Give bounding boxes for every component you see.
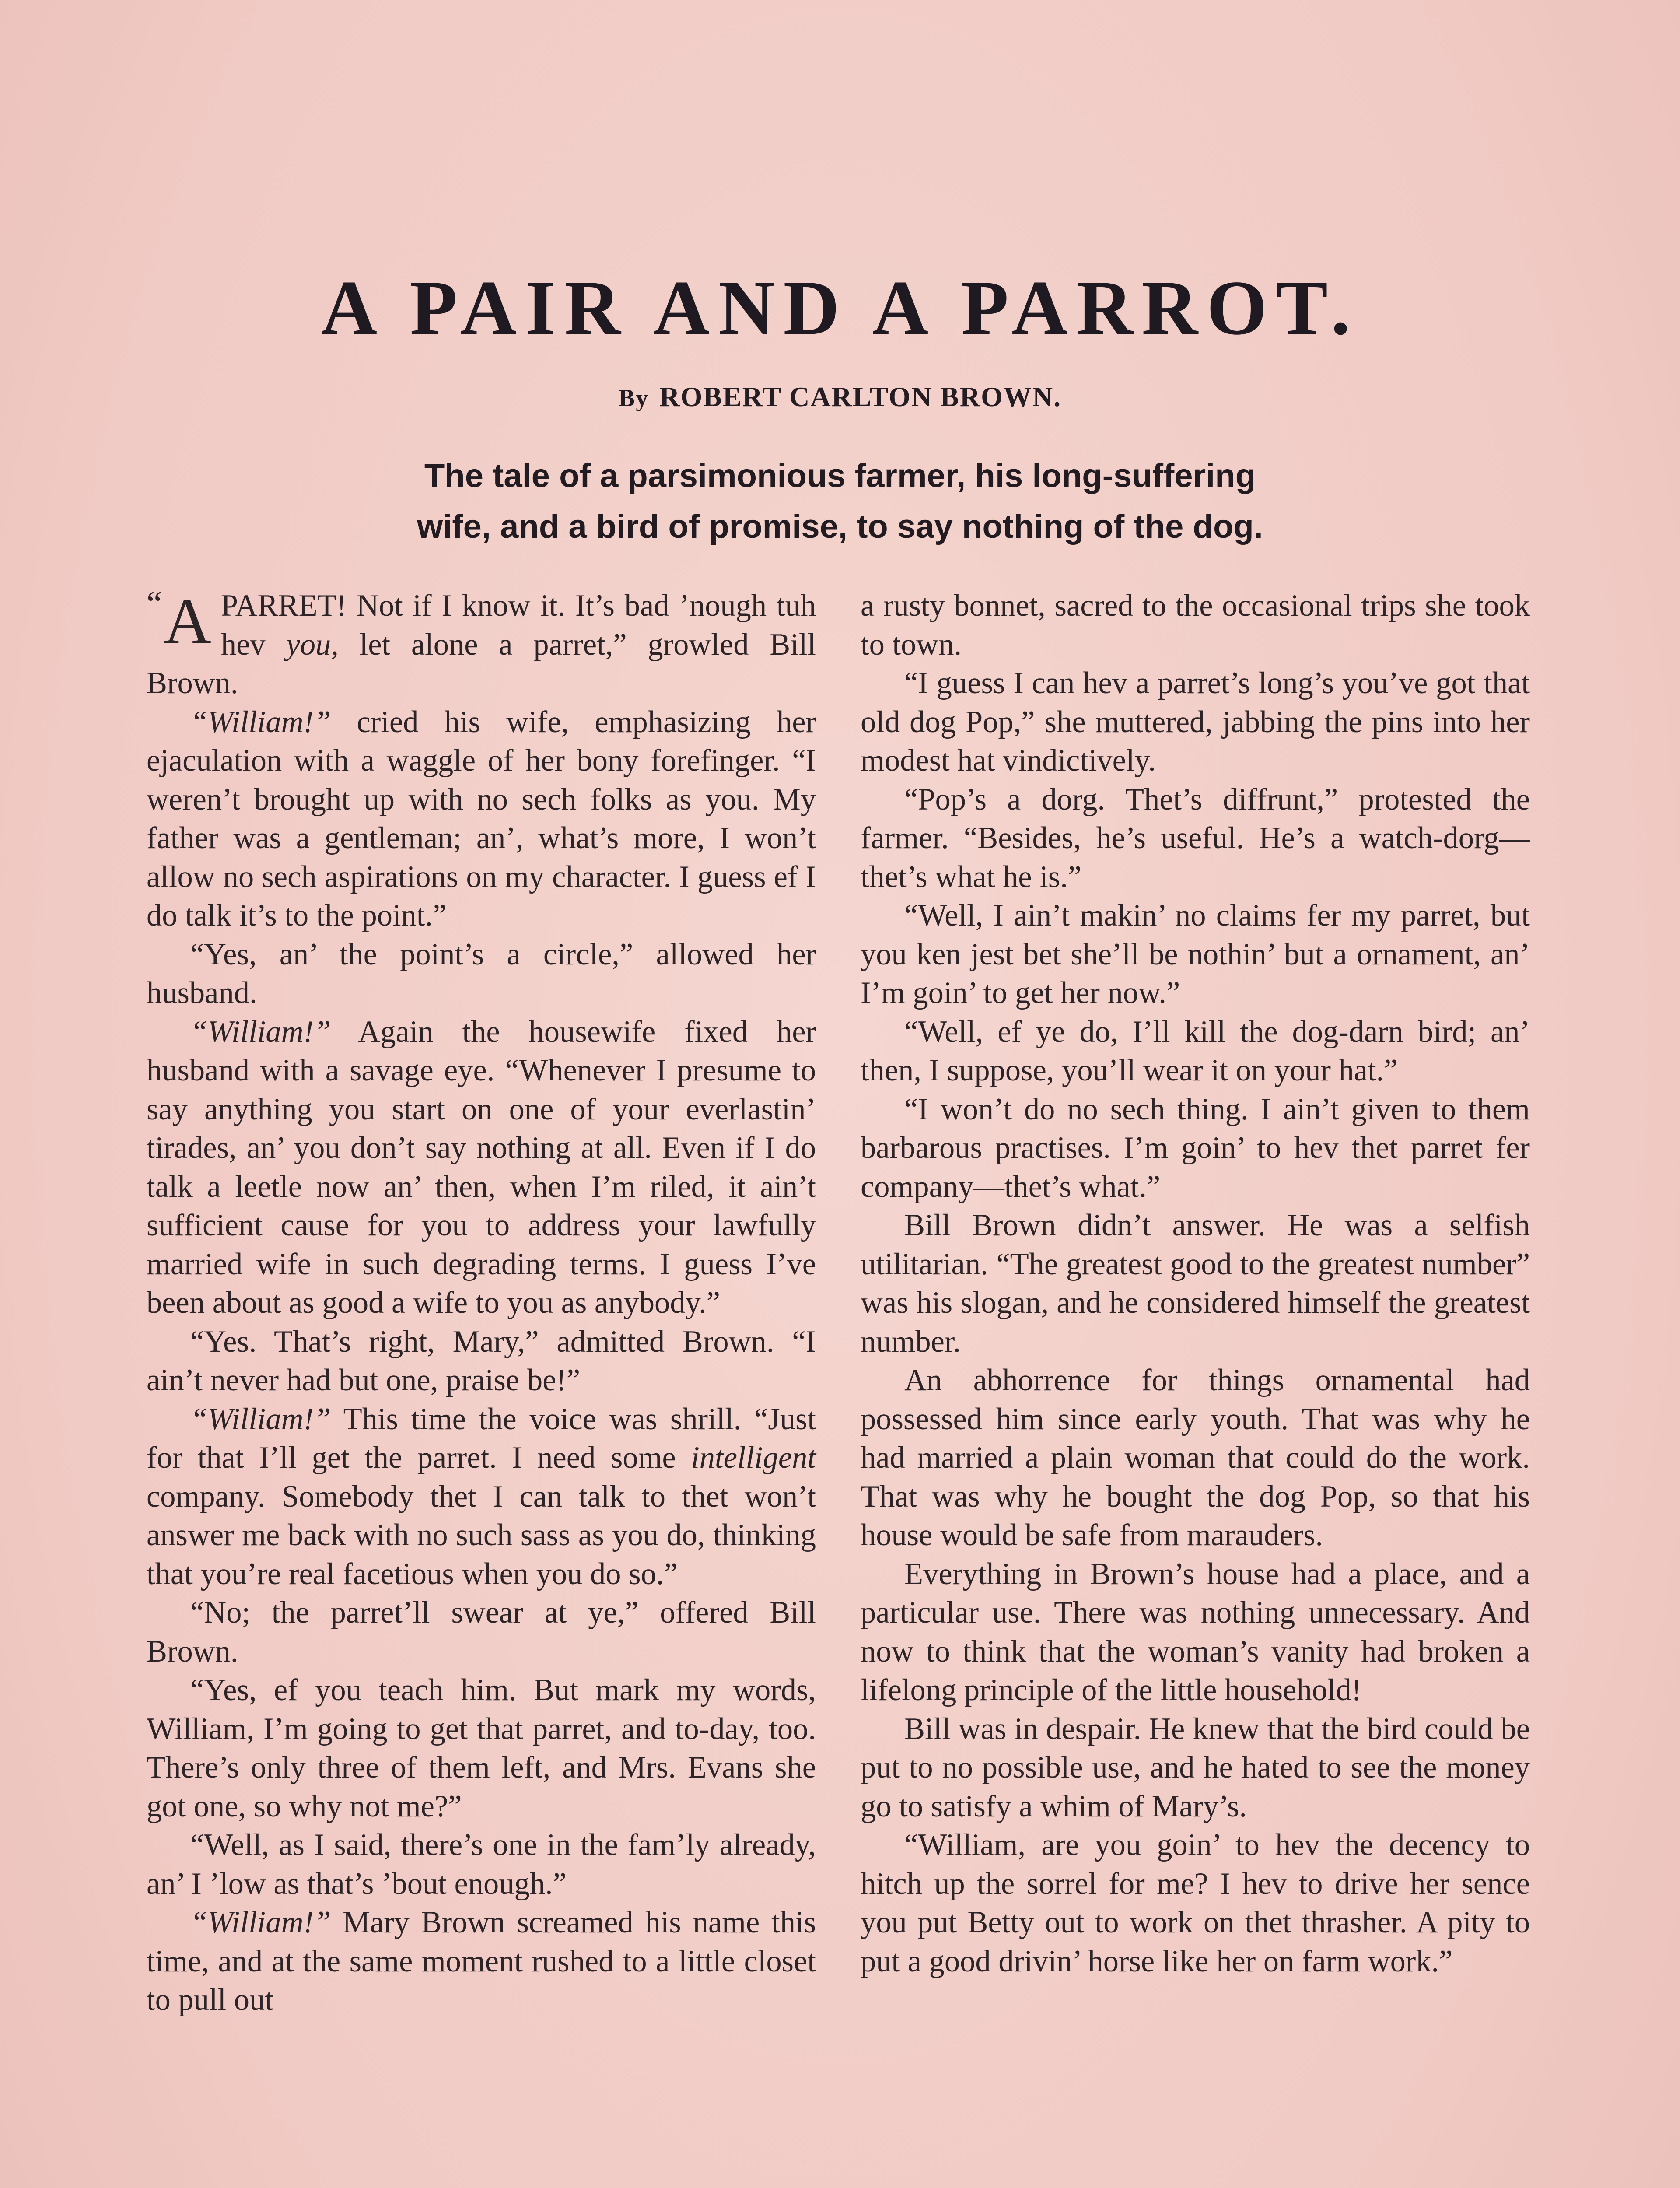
dropcap-quote: “	[147, 585, 162, 623]
paragraph: “William, are you goin’ to hev the decency to hitch up the sorrel for me? I hev to drive her sence you put Betty out to work on thet thrasher. A pity to put a good drivin’ horse like her on farm work.”	[861, 1828, 1530, 1978]
paragraph: “Pop’s a dorg. Thet’s diffrunt,” protested the farmer. “Besides, he’s useful. He’s a watch-dorg—thet’s what he is.”	[861, 782, 1530, 894]
paragraph-text: This time the voice was shrill. “Just for that I’ll get the parret. I need some	[147, 1402, 816, 1475]
paragraph	[147, 586, 816, 703]
paragraph: Bill was in despair. He knew that the bird could be put to no possible use, and he hated to see the money go to satisfy a whim of Mary’s.	[861, 1711, 1530, 1823]
subtitle-line: wife, and a bird of promise, to say nothing of the dog.	[417, 508, 1263, 545]
emphasis: “William!”	[190, 1402, 331, 1436]
paragraph: An abhorrence for things ornamental had possessed him since early youth. That was why he had married a plain woman that could do the work. That was why he bought the dog Pop, so that his house would be safe from marauders.	[861, 1363, 1530, 1552]
paragraph: Everything in Brown’s house had a place, and a particular use. There was nothing unnecessary. And now to think that the woman’s vanity had broken a lifelong principle of the little household!	[861, 1557, 1530, 1707]
paragraph: “Well, I ain’t makin’ no claims fer my parret, but you ken jest bet she’ll be nothin’ but a ornament, an’ I’m goin’ to get her now.”	[861, 898, 1530, 1010]
paragraph: “Well, ef ye do, I’ll kill the dog-darn bird; an’ then, I suppose, you’ll wear it on your hat.”	[861, 1014, 1530, 1087]
paragraph-text: Mary Brown screamed his name this time, and at the same moment rushed to a little closet to pull out	[147, 1905, 816, 2017]
paragraph: “Well, as I said, there’s one in the fam’ly already, an’ I ’low as that’s ’bout enough.”	[147, 1828, 816, 1901]
paragraph: Bill Brown didn’t answer. He was a selfish utilitarian. “The greatest good to the greatest number” was his slogan, and he considered himself the greatest number.	[861, 1208, 1530, 1359]
byline-by: By	[618, 385, 649, 412]
paragraph: “Yes, ef you teach him. But mark my words, William, I’m going to get that parret, and to-day, too. There’s only three of them left, and Mrs. Evans she got one, so why not me?”	[147, 1673, 816, 1823]
story-title: A PAIR AND A PARROT.	[321, 264, 1359, 351]
emphasis: you,	[286, 627, 339, 662]
emphasis: “William!”	[190, 1905, 331, 1939]
paragraph	[147, 703, 816, 935]
byline-author: ROBERT CARLTON BROWN.	[659, 381, 1062, 412]
dropcap-letter: A	[164, 585, 211, 657]
story-subtitle	[394, 451, 1286, 552]
paragraph-text: let alone a parret,” growled Bill Brown.	[147, 627, 816, 700]
paragraph	[147, 1903, 816, 2020]
paragraph-text: PARRET! Not if I know it. It’s bad ’nough tuh hev	[220, 589, 816, 662]
emphasis: intelligent	[691, 1441, 816, 1475]
subtitle-line: The tale of a parsimonious farmer, his long-suffering	[424, 457, 1256, 494]
text-column-right	[861, 586, 1530, 1981]
paragraph-text: company. Somebody thet I can talk to thet won’t answer me back with no such sass as you do, thinking that you’re real facetious when you do so.”	[147, 1479, 816, 1591]
paragraph: a rusty bonnet, sacred to the occasional trips she took to town.	[861, 589, 1530, 662]
paragraph: “I guess I can hev a parret’s long’s you’ve got that old dog Pop,” she muttered, jabbing the pins into her modest hat vindictively.	[861, 666, 1530, 778]
paragraph: “Yes. That’s right, Mary,” admitted Brown. “I ain’t never had but one, praise be!”	[147, 1324, 816, 1397]
paragraph: “No; the parret’ll swear at ye,” offered Bill Brown.	[147, 1595, 816, 1669]
emphasis: “William!”	[190, 1014, 331, 1049]
paragraph: “Yes, an’ the point’s a circle,” allowed her husband.	[147, 937, 816, 1010]
paragraph	[147, 1013, 816, 1322]
paragraph: “I won’t do no sech thing. I ain’t given to them barbarous practises. I’m goin’ to hev thet parret fer company—thet’s what.”	[861, 1092, 1530, 1204]
paragraph	[147, 1400, 816, 1594]
text-column-left	[147, 586, 816, 2020]
emphasis: “William!”	[190, 705, 331, 739]
paragraph-text: Again the housewife fixed her husband with a savage eye. “Whenever I presume to say anything you start on one of your everlastin’ tirades, an’ you don’t say nothing at all. Even if I do talk a leetle now an’ then, when I’m riled, it ain’t sufficient cause for you to address your lawfully married wife in such degrading terms. I guess I’ve been about as good a wife to you as anybody.”	[147, 1014, 816, 1320]
paragraph-text: cried his wife, emphasizing her ejaculation with a waggle of her bony forefinger. “I weren’t brought up with no sech folks as you. My father was a gentleman; an’, what’s more, I won’t allow no sech aspirations on my character. I guess ef I do talk it’s to the point.”	[147, 705, 816, 933]
byline	[0, 381, 1680, 413]
